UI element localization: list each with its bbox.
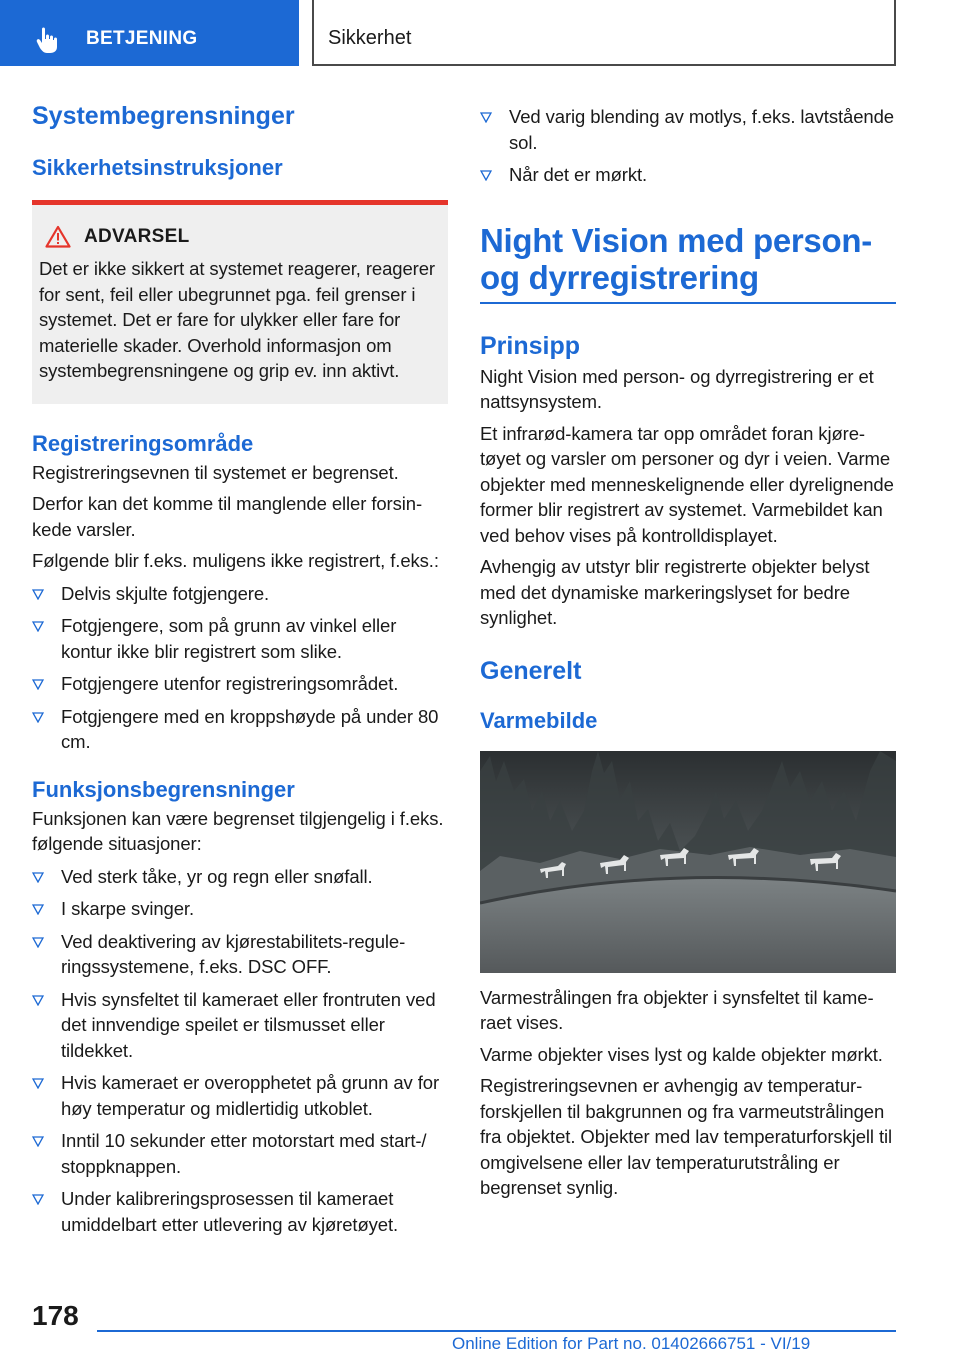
list-item: Når det er mørkt. [480, 162, 896, 188]
triangle-bullet-icon [32, 872, 44, 883]
chapter-heading-night-vision: Night Vision med person- og dyrregistrering [480, 221, 872, 296]
heading-rule [480, 302, 896, 304]
paragraph: Avhengig av utstyr blir registrerte objekter belyst med det dynamiske markeringslyset for bedre synlighet. [480, 556, 870, 628]
left-column [32, 100, 448, 1237]
paragraph: Night Vision med person- og dyrregistrering er et nattsynsystem. [480, 365, 874, 412]
list-item: I skarpe svinger. [32, 896, 448, 922]
triangle-bullet-icon [480, 112, 492, 123]
list-item: Ved varig blending av motlys, f.eks. lavtstående sol. [480, 104, 896, 155]
paragraph: Derfor kan det komme til manglende eller forsinkede varsler. [32, 493, 423, 540]
paragraph: Varmestrålingen fra objekter i synsfeltet til kameraet vises. [480, 986, 874, 1033]
paragraph: Funksjonen kan være begrenset tilgjengelig i f.eks. følgende situasjoner: [32, 807, 444, 854]
triangle-bullet-icon [32, 995, 44, 1006]
chapter-header [312, 0, 896, 66]
triangle-bullet-icon [32, 1078, 44, 1089]
triangle-bullet-icon [32, 679, 44, 690]
list-item: Fotgjengere med en kroppshøyde på under 80 cm. [32, 704, 448, 755]
bullet-list [480, 104, 896, 188]
list-item: Fotgjengere, som på grunn av vinkel eller kontur ikke blir registrert som slike. [32, 613, 448, 664]
thermal-image-illustration [480, 751, 896, 973]
right-column [480, 104, 896, 1201]
footer-rule [97, 1330, 896, 1332]
subsection-heading-thermal: Varmebilde [480, 707, 598, 733]
list-item: Fotgjengere utenfor registreringsområdet. [32, 671, 448, 697]
section-heading-safety: Sikkerhetsinstruksjoner [32, 155, 283, 180]
paragraph: Registreringsevnen er avhengig av temperaturforskjellen til bakgrunnen og fra varmeutstrålingen fra objektet. Objekter med lav temperaturforskjell til omgivelsene eller lav temperaturutstråling er begrenset synlig. [480, 1075, 893, 1198]
footer-edition-text: Online Edition for Part no. 01402666751 - VI/19 [452, 1334, 811, 1353]
list-item: Ved sterk tåke, yr og regn eller snøfall. [32, 864, 448, 890]
section-heading-detection-area: Registreringsområde [32, 430, 254, 456]
section-heading-principle: Prinsipp [480, 331, 581, 360]
paragraph: Varme objekter vises lyst og kalde objekter mørkt. [480, 1043, 883, 1065]
triangle-bullet-icon [32, 621, 44, 632]
section-tab-label: BETJENING [86, 28, 198, 49]
list-item: Hvis kameraet er overopphetet på grunn av for høy temperatur og midlertidig utkoblet. [32, 1070, 448, 1121]
list-item: Delvis skjulte fotgjengere. [32, 581, 448, 607]
bullet-list [32, 864, 448, 1238]
triangle-bullet-icon [32, 1194, 44, 1205]
section-heading-limitations: Funksjonsbegrensninger [32, 776, 295, 802]
chapter-title: Sikkerhet [328, 27, 412, 49]
section-heading-general: Generelt [480, 656, 582, 685]
triangle-bullet-icon [32, 937, 44, 948]
page-number: 178 [32, 1300, 79, 1331]
list-item: Inntil 10 sekunder etter motorstart med start-/ stoppknappen. [32, 1128, 448, 1179]
triangle-bullet-icon [32, 904, 44, 915]
warning-box [32, 200, 448, 404]
paragraph: Følgende blir f.eks. muligens ikke registrert, f.eks.: [32, 550, 439, 571]
triangle-bullet-icon [32, 589, 44, 600]
list-item: Under kalibreringsprosessen til kameraet umiddelbart etter utlevering av kjøretøyet. [32, 1186, 448, 1237]
section-tab[interactable] [0, 0, 299, 66]
warning-triangle-icon [45, 225, 71, 248]
paragraph: Et infrarød-kamera tar opp området foran kjøretøyet og varsler om personer og dyr i veien. Varme objekter med menneskelignende eller dyrelignende former blir registrert av systemet. Varmebildet kan ved behov vises på kontrolldisplayet. [480, 422, 894, 546]
triangle-bullet-icon [480, 170, 492, 181]
bullet-list [32, 581, 448, 755]
list-item: Ved deaktivering av kjørestabilitets-reguleringssystemene, f.eks. DSC OFF. [32, 929, 448, 980]
triangle-bullet-icon [32, 712, 44, 723]
triangle-bullet-icon [32, 1136, 44, 1147]
paragraph: Registreringsevnen til systemet er begrenset. [32, 461, 399, 483]
hand-pointer-icon [36, 25, 66, 55]
warning-title: ADVARSEL [84, 225, 190, 247]
list-item: Hvis synsfeltet til kameraet eller frontruten ved det innvendige speilet er tilsmusset eller tildekket. [32, 987, 448, 1064]
page-title: Systembegrensninger [32, 102, 295, 130]
warning-text: Det er ikke sikkert at systemet reagerer, reagerer for sent, feil eller ubegrunnet pga. feil grenser i systemet. Det er fare for ulykker eller fare for materielle skader. Overhold informasjon om systembegrensningene og grip ev. inn aktivt. [39, 258, 435, 381]
warning-header [45, 225, 440, 248]
